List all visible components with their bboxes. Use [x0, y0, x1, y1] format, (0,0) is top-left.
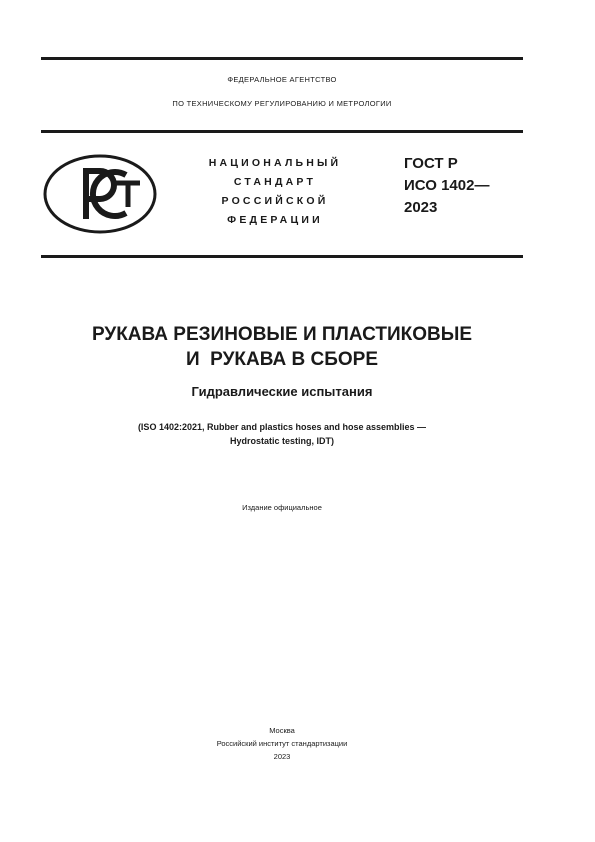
- standard-type-line-1: НАЦИОНАЛЬНЫЙ: [208, 157, 342, 169]
- title-line-2: И РУКАВА В СБОРЕ: [185, 349, 379, 370]
- document-subtitle: Гидравлические испытания: [191, 384, 373, 399]
- standard-type-block: [185, 154, 365, 230]
- standard-type-line-2: СТАНДАРТ: [233, 176, 317, 188]
- agency-name-line-1: ФЕДЕРАЛЬНОЕ АГЕНТСТВО: [227, 75, 337, 84]
- title-line-1: РУКАВА РЕЗИНОВЫЕ И ПЛАСТИКОВЫЕ: [91, 324, 473, 345]
- imprint-city: Москва: [269, 726, 295, 735]
- header-divider: [41, 130, 523, 133]
- publisher-imprint: [41, 724, 523, 763]
- standard-type-line-4: ФЕДЕРАЦИИ: [227, 214, 323, 226]
- imprint-year: 2023: [273, 752, 291, 761]
- top-divider: [41, 57, 523, 60]
- rst-certification-mark-icon: [42, 153, 158, 235]
- edition-note: Издание официальное: [242, 503, 322, 512]
- designation-line-3: 2023: [404, 199, 438, 216]
- imprint-publisher: Российский институт стандартизации: [216, 739, 348, 748]
- designation-line-1: ГОСТ Р: [404, 155, 458, 172]
- standard-designation: [404, 153, 489, 219]
- standard-type-line-3: РОССИЙСКОЙ: [221, 195, 329, 207]
- iso-reference: [41, 420, 523, 448]
- designation-line-2: ИСО 1402—: [404, 177, 490, 194]
- agency-name-line-2: ПО ТЕХНИЧЕСКОМУ РЕГУЛИРОВАНИЮ И МЕТРОЛОГИИ: [172, 99, 392, 108]
- iso-reference-line-1: (ISO 1402:2021, Rubber and plastics hoses and hose assemblies —: [137, 422, 427, 432]
- iso-reference-line-2: Hydrostatic testing, IDT): [229, 436, 334, 446]
- masthead-bottom-divider: [41, 255, 523, 258]
- document-title: [41, 322, 523, 372]
